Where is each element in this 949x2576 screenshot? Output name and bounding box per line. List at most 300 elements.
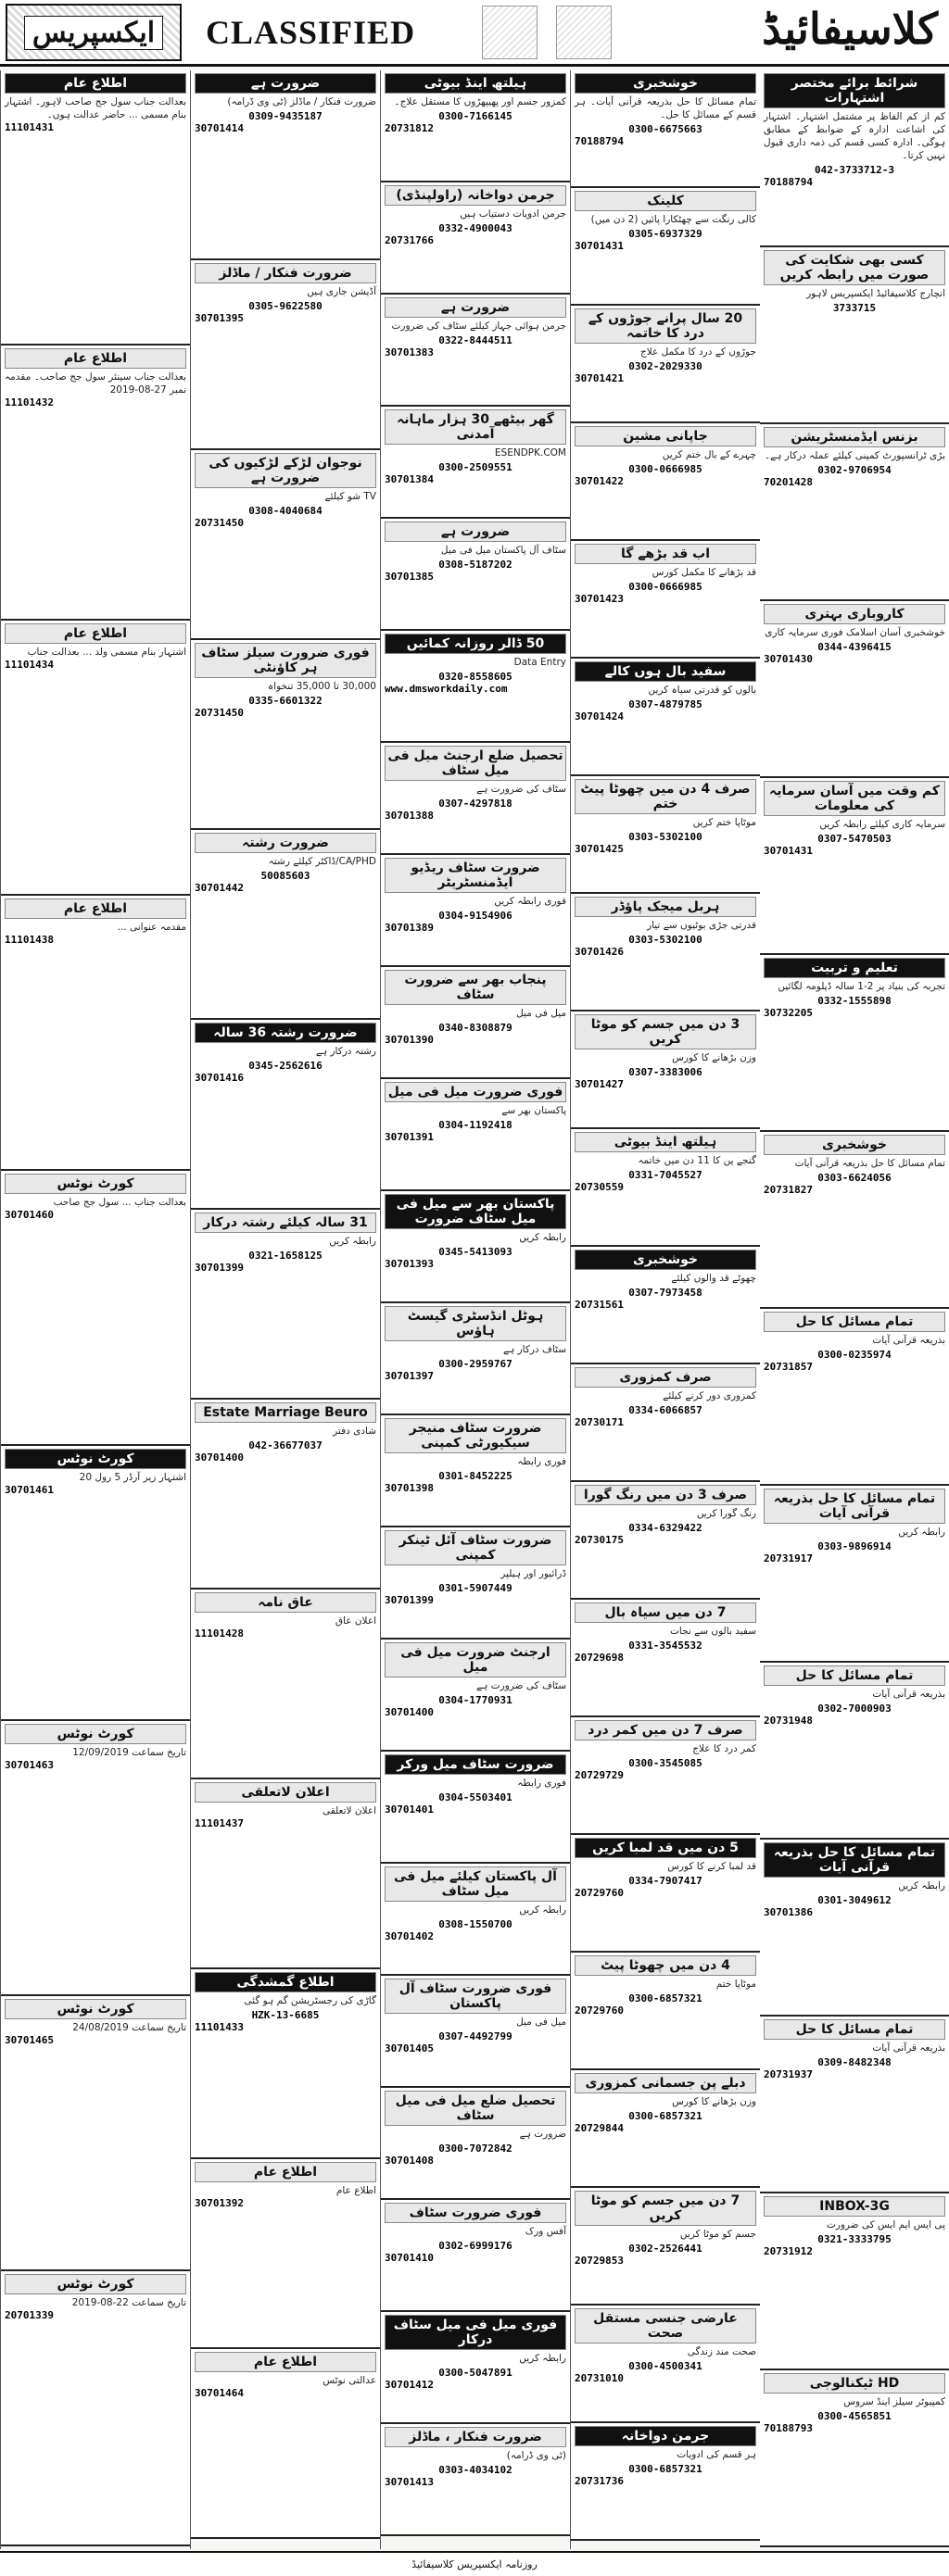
ad-heading: فوری ضرورت سٹاف آل پاکستان — [385, 1979, 566, 2014]
ad-heading: 50 ڈالر روزانہ کمائیں — [385, 634, 566, 654]
ad-phone: 0300-6857321 — [628, 1992, 702, 2004]
ad-body: بذریعہ قرآنی آیات — [872, 1689, 945, 1700]
ad-phone: 0301-5907449 — [438, 1582, 512, 1594]
ad-phone: 0305-9622580 — [248, 300, 323, 312]
ad-body: رشتہ درکار ہے — [315, 1046, 376, 1057]
classified-ad — [191, 1020, 380, 1210]
classified-ad — [381, 70, 570, 182]
classified-ad — [760, 424, 949, 601]
classified-ad — [571, 1247, 760, 1364]
ad-heading: Estate Marriage Beuro — [195, 1402, 376, 1423]
ad-body: عدالتی نوٹس — [323, 2375, 376, 2386]
classified-ad — [191, 2159, 380, 2349]
ad-phone: 0335-6601322 — [248, 695, 323, 707]
ad-heading: صرف 7 دن میں کمر درد — [575, 1720, 756, 1740]
ad-reference-number: 30701384 — [385, 473, 434, 485]
ad-phone: 0308-4040684 — [248, 505, 323, 517]
ad-reference-number: 30701385 — [385, 571, 434, 583]
classified-ad — [760, 955, 949, 1132]
ad-phone: 0302-6999176 — [438, 2240, 512, 2252]
ad-reference-number: 30701390 — [385, 1034, 434, 1046]
ad-phone: 0309-9435187 — [248, 110, 323, 122]
ad-body: سٹاف آل پاکستان میل فی میل — [440, 545, 566, 556]
ad-body: فوری رابطہ — [517, 1456, 566, 1467]
ad-phone: 0300-2959767 — [438, 1358, 512, 1370]
ad-body: سرمایہ کاری کیلئے رابطہ کریں — [819, 819, 945, 830]
ad-heading: صرف کمزوری — [575, 1367, 756, 1388]
ad-heading: جرمن دواخانہ — [575, 2426, 756, 2446]
ad-phone: 0307-7973458 — [628, 1287, 702, 1299]
ad-body: وزن بڑھانے کا کورس — [672, 2096, 756, 2107]
ad-phone: 0302-2526441 — [628, 2243, 702, 2255]
ad-phone: 0303-5302100 — [628, 831, 702, 843]
ad-phone: 0302-2029330 — [628, 360, 702, 372]
ad-phone: 0302-7000903 — [817, 1703, 892, 1715]
ad-phone: 0345-2562616 — [248, 1060, 323, 1072]
classified-ad — [191, 1210, 380, 1400]
ad-reference-number: 30701400 — [385, 1706, 434, 1718]
ad-reference-number: 20729760 — [575, 2004, 624, 2017]
ad-reference-number: 20731010 — [575, 2372, 624, 2384]
ad-body: میل فی میل — [516, 2017, 566, 2028]
ad-reference-number: 30701410 — [385, 2252, 434, 2264]
classified-ad — [760, 1486, 949, 1663]
ad-body: اشتہار زیر آرڈر 5 رول 20 — [79, 1472, 186, 1483]
classified-ad — [1, 70, 190, 346]
ad-phone: 0308-5187202 — [438, 559, 512, 571]
classified-ad — [571, 1482, 760, 1600]
ad-body: وزن بڑھانے کا کورس — [672, 1052, 756, 1063]
ad-phone: 0308-1550700 — [438, 1918, 512, 1930]
ad-reference-number: 30701412 — [385, 2379, 434, 2391]
ad-heading: فوری ضرورت سیلز سٹاف ہر کاؤنٹی — [195, 643, 376, 678]
classified-ad — [571, 306, 760, 423]
classified-ad — [191, 640, 380, 830]
ad-heading: ضرورت ہے — [385, 297, 566, 318]
ad-body: ضرورت فنکار / ماڈلز (ٹی وی ڈرامہ) — [227, 96, 376, 107]
header-banner — [0, 0, 949, 67]
ad-body: قد لمبا کرنے کا کورس — [667, 1861, 756, 1872]
ad-reference-number: 20731948 — [764, 1715, 813, 1727]
ad-phone: 0300-5047891 — [438, 2367, 512, 2379]
classified-ad — [1, 346, 190, 621]
classified-ad — [760, 778, 949, 955]
classified-ad — [571, 541, 760, 659]
ad-heading: نوجوان لڑکے لڑکیوں کی ضرورت ہے — [195, 453, 376, 488]
ad-reference-number: 20731450 — [195, 517, 244, 529]
ad-reference-number: 20729844 — [575, 2122, 624, 2134]
classified-ad — [571, 2423, 760, 2541]
ad-heading: اطلاع عام — [195, 2352, 376, 2372]
ad-phone: 042-3733712-3 — [814, 164, 895, 176]
ad-body: صحت مند زندگی — [687, 2346, 756, 2357]
ad-phone: 042-36677037 — [248, 1439, 323, 1451]
ad-phone: 0300-0235974 — [817, 1349, 892, 1361]
ad-phone: 0334-6066857 — [628, 1404, 702, 1416]
classified-ad — [381, 1864, 570, 1976]
classified-ad — [381, 1415, 570, 1527]
ad-heading: فوری ضرورت سٹاف — [385, 2203, 566, 2223]
ad-phone: 0307-4879785 — [628, 698, 702, 710]
ad-body: Data Entry — [513, 657, 566, 668]
ad-body: شادی دفتر — [333, 1426, 376, 1437]
ad-reference-number: 11101431 — [5, 121, 54, 133]
ad-body: موٹاپا ختم کریں — [692, 817, 756, 828]
logo-text: ایکسپریس — [24, 16, 163, 50]
ad-phone: 0302-9706954 — [817, 464, 892, 476]
ad-heading: تعلیم و تربیت — [764, 958, 945, 978]
ad-body: رابطہ کریں — [519, 1232, 566, 1243]
ad-body: سٹاف درکار ہے — [502, 1344, 566, 1355]
ad-heading: فوری میل فی میل سٹاف درکار — [385, 2315, 566, 2350]
ad-body: فوری رابطہ کریں — [494, 896, 566, 907]
ad-phone: 0300-0666985 — [628, 463, 702, 475]
ad-heading: اطلاع عام — [5, 898, 186, 919]
classified-ad — [381, 967, 570, 1079]
ad-heading: شرائط برائے مختصر اشتہارات — [764, 73, 945, 108]
ad-body: تاریخ سماعت 24/08/2019 — [72, 2022, 186, 2033]
classified-ad — [191, 1779, 380, 1969]
ad-body: رابطہ کریں — [898, 1880, 945, 1891]
ad-reference-number: 30701463 — [5, 1759, 54, 1771]
ad-heading: ہوٹل انڈسٹری گیسٹ ہاؤس — [385, 1306, 566, 1341]
classified-ad — [381, 1191, 570, 1303]
ad-phone: 0344-4396415 — [817, 641, 892, 653]
ad-phone: 0300-6857321 — [628, 2110, 702, 2122]
ad-phone: 0300-3545085 — [628, 1757, 702, 1769]
ad-reference-number: 30701413 — [385, 2476, 434, 2488]
ad-reference-number: 30701388 — [385, 810, 434, 822]
ad-phone: 3733715 — [832, 302, 877, 314]
ad-phone: 0304-1192418 — [438, 1119, 512, 1131]
ad-heading: گھر بیٹھے 30 ہزار ماہانہ آمدنی — [385, 409, 566, 445]
classified-ad — [191, 1400, 380, 1590]
ad-heading: 31 سالہ کیلئے رشتہ درکار — [195, 1213, 376, 1233]
ad-heading: اطلاع عام — [195, 2162, 376, 2182]
ad-heading: کورٹ نوٹس — [5, 1999, 186, 2019]
classified-ad — [571, 659, 760, 776]
ad-heading: اعلان لاتعلقی — [195, 1782, 376, 1803]
ad-reference-number: 11101432 — [5, 396, 54, 408]
ad-body: مقدمہ عنوانی ... — [117, 922, 186, 933]
ad-body: بعدالت جناب سینئر سول جج صاحب۔ مقدمہ نمبر 27-08-2019 — [5, 371, 186, 396]
classified-ad — [1, 621, 190, 896]
ad-reference-number: 30701423 — [575, 593, 624, 605]
ad-heading: کلینک — [575, 191, 756, 211]
ad-heading: کورٹ نوٹس — [5, 1449, 186, 1469]
ad-reference-number: 20731736 — [575, 2475, 624, 2487]
ad-heading: ضرورت سٹاف منیجر سیکیورٹی کمپنی — [385, 1418, 566, 1453]
ad-reference-number: 30701399 — [195, 1262, 244, 1274]
classified-ad — [381, 2312, 570, 2424]
ad-body: بذریعہ قرآنی آیات — [872, 2042, 945, 2054]
ad-phone: 0307-4297818 — [438, 798, 512, 810]
ad-body: اعلان عاق — [335, 1615, 376, 1627]
ad-heading: اطلاع عام — [5, 348, 186, 369]
ad-phone: 0304-9154906 — [438, 910, 512, 922]
ad-reference-number: 30701405 — [385, 2042, 434, 2055]
ad-body: اعلان لاتعلقی — [322, 1805, 376, 1816]
ad-body: پاکستان بھر سے — [501, 1105, 566, 1116]
ad-phone: 0304-5503401 — [438, 1791, 512, 1803]
classified-ad — [760, 2193, 949, 2370]
classified-ad — [571, 1953, 760, 2070]
ad-reference-number: 30701399 — [385, 1594, 434, 1606]
ad-reference-number: 30701431 — [575, 240, 624, 252]
classified-ad — [381, 1079, 570, 1191]
ad-reference-number: 20730171 — [575, 1416, 624, 1428]
ad-reference-number: 30701421 — [575, 372, 624, 384]
ad-reference-number: 11101434 — [5, 659, 54, 671]
ad-reference-number: 30701414 — [195, 122, 244, 134]
ad-body: ہر قسم کی ادویات — [677, 2449, 756, 2460]
ad-reference-number: 30701425 — [575, 843, 624, 855]
ad-phone: 0300-4500341 — [628, 2360, 702, 2372]
ad-phone: 0331-3545532 — [628, 1640, 702, 1652]
ad-heading: ضرورت ہے — [195, 73, 376, 94]
megaphone-illustration-icon — [556, 6, 612, 59]
ad-heading: بزنس ایڈمنسٹریشن — [764, 427, 945, 447]
ad-phone: 0300-0666985 — [628, 581, 702, 593]
ad-body: گاڑی کی رجسٹریشن گم ہو گئی — [244, 1995, 376, 2006]
ad-body: آڈیشن جاری ہیں — [307, 286, 376, 297]
classified-ad — [381, 407, 570, 519]
classified-ad — [191, 450, 380, 640]
ad-body: چہرے کے بال ختم کریں — [662, 449, 756, 460]
ad-reference-number: 70188794 — [575, 135, 624, 147]
ad-reference-number: 30701400 — [195, 1451, 244, 1464]
ad-heading: ضرورت سٹاف میل ورکر — [385, 1754, 566, 1775]
classified-ad — [571, 2188, 760, 2306]
ad-body: میل فی میل — [516, 1008, 566, 1019]
title-urdu: کلاسیفائیڈ — [762, 4, 938, 54]
ad-reference-number: 20701339 — [5, 2309, 54, 2321]
ad-reference-number: 20731912 — [764, 2245, 813, 2257]
ad-body: ضرورت ہے — [519, 2129, 566, 2140]
ad-phone: 0300-7072842 — [438, 2142, 512, 2155]
ad-phone: 0300-7166145 — [438, 110, 512, 122]
ad-reference-number: 30701424 — [575, 710, 624, 723]
ad-reference-number: 11101438 — [5, 934, 54, 946]
ad-heading: آل پاکستان کیلئے میل فی میل سٹاف — [385, 1866, 566, 1902]
ad-reference-number: 30701408 — [385, 2155, 434, 2167]
classified-ad — [1, 1721, 190, 1996]
ad-phone: 0300-2509551 — [438, 461, 512, 473]
ad-heading: کسی بھی شکایت کی صورت میں رابطہ کریں — [764, 250, 945, 285]
ad-heading: ضرورت فنکار ، ماڈلز — [385, 2427, 566, 2447]
ad-heading: اطلاع عام — [5, 623, 186, 644]
classified-ad — [760, 1132, 949, 1309]
ad-body: سٹاف کی ضرورت ہے — [476, 784, 566, 795]
ad-body: ESENDPK.COM — [494, 447, 566, 459]
ad-body: جوڑوں کے درد کا مکمل علاج — [640, 346, 756, 358]
ad-reference-number: 20731766 — [385, 234, 434, 246]
ad-body: تمام مسائل کا حل بذریعہ قرآنی آیات۔ ہر قسم کے مسائل کا حل۔ — [575, 96, 756, 120]
ad-phone: 0300-6857321 — [628, 2463, 702, 2475]
ad-body: TV شو کیلئے — [324, 491, 376, 502]
ad-body: کمزور جسم اور پھیپھڑوں کا مستقل علاج۔ — [394, 96, 566, 107]
classified-ad — [760, 2017, 949, 2193]
ad-heading: ضرورت ہے — [385, 521, 566, 542]
ad-reference-number: 30701391 — [385, 1131, 434, 1143]
classified-ad — [1, 1171, 190, 1446]
classified-ad — [571, 423, 760, 541]
ad-heading: صرف 4 دن میں چھوٹا پیٹ ختم — [575, 779, 756, 814]
ad-reference-number: 70188794 — [764, 176, 813, 188]
ad-phone: HZK-13-6685 — [251, 2009, 320, 2021]
ad-body: جرمن ہوائی جہاز کیلئے سٹاف کی ضرورت — [391, 320, 566, 332]
classified-ad — [381, 1976, 570, 2088]
ad-phone: 0322-8444511 — [438, 334, 512, 346]
ad-body: کالی رنگت سے چھٹکارا پائیں (2 دن میں) — [590, 214, 756, 225]
ad-reference-number: 20729698 — [575, 1652, 624, 1664]
ad-phone: 0320-8558605 — [438, 671, 512, 683]
ad-phone: 0332-4900043 — [438, 222, 512, 234]
ad-phone: 0303-4034102 — [438, 2464, 512, 2476]
classified-ad — [571, 1012, 760, 1129]
ad-body: بعدالت جناب ... سول جج صاحب — [53, 1197, 186, 1208]
ad-body: خوشخبری آسان اسلامک فوری سرمایہ کاری — [765, 627, 945, 638]
ad-body: کمزوری دور کرنے کیلئے — [663, 1390, 756, 1401]
classified-ad — [191, 260, 380, 450]
ad-body: سفید بالوں سے نجات — [670, 1626, 756, 1637]
ad-heading: INBOX-3G — [764, 2196, 945, 2217]
ad-phone: 0303-6624056 — [817, 1172, 892, 1184]
classified-ad — [381, 182, 570, 295]
ad-reference-number: 30701426 — [575, 946, 624, 958]
express-logo — [6, 4, 182, 61]
ad-heading: 7 دن میں سیاہ بال — [575, 1602, 756, 1623]
ad-body: (ٹی وی ڈرامہ) — [506, 2450, 566, 2461]
ad-heading: ارجنٹ ضرورت میل فی میل — [385, 1642, 566, 1678]
classified-ad — [760, 2370, 949, 2547]
ad-body: تجربہ کی بنیاد پر 2-1 سالہ ڈپلومہ لگائیں — [778, 981, 945, 992]
ad-reference-number: 30701393 — [385, 1258, 434, 1270]
classified-ad — [760, 1309, 949, 1486]
classified-ad — [1, 896, 190, 1171]
classified-ad — [1, 1996, 190, 2271]
ad-heading: 4 دن میں چھوٹا پیٹ — [575, 1955, 756, 1976]
ad-body: گنجے پن کا 11 دن میں خاتمہ — [638, 1155, 756, 1166]
ad-heading: جرمن دواخانہ (راولپنڈی) — [385, 185, 566, 206]
ad-body: پی ایس ایم ایس کی ضرورت — [826, 2219, 945, 2230]
ad-body: رابطہ کریں — [519, 2353, 566, 2364]
ad-heading: سفید بال ہوں کالے — [575, 661, 756, 682]
ad-body: کمپیوٹر سیلز اینڈ سروس — [843, 2396, 945, 2407]
ad-reference-number: 30701431 — [764, 845, 813, 857]
classified-ad — [571, 188, 760, 306]
ad-heading: HD ٹیکنالوجی — [764, 2373, 945, 2394]
classified-ad — [191, 830, 380, 1020]
ad-heading: اطلاع عام — [5, 73, 186, 94]
ad-heading: 5 دن میں قد لمبا کریں — [575, 1838, 756, 1858]
ad-reference-number: 30701386 — [764, 1906, 813, 1918]
ad-body: تمام مسائل کا حل بذریعہ قرآنی آیات — [794, 1158, 945, 1169]
ad-phone: 0307-5470503 — [817, 833, 892, 845]
classified-ad — [381, 2088, 570, 2200]
classified-ad — [381, 743, 570, 855]
ad-heading: فوری ضرورت میل فی میل — [385, 1082, 566, 1102]
ad-body: بڑی ٹرانسپورٹ کمپنی کیلئے عملہ درکار ہے۔ — [765, 450, 945, 461]
ad-heading: پاکستان بھر سے میل فی میل سٹاف ضرورت — [385, 1194, 566, 1229]
ad-reference-number: 30701398 — [385, 1482, 434, 1494]
ad-reference-number: 70201428 — [764, 476, 813, 488]
ad-reference-number: 20731857 — [764, 1361, 813, 1373]
classified-ad — [760, 1840, 949, 2017]
ad-reference-number: 20731450 — [195, 707, 244, 719]
ad-phone: 0307-4492799 — [438, 2030, 512, 2042]
classified-ad — [381, 1640, 570, 1752]
ad-body: تاریخ سماعت 12/09/2019 — [72, 1747, 186, 1758]
ad-heading: ہیلتھ اینڈ بیوٹی — [385, 73, 566, 94]
ad-reference-number: 30701422 — [575, 475, 624, 487]
ad-body: بذریعہ قرآنی آیات — [872, 1335, 945, 1346]
ad-heading: خوشخبری — [575, 73, 756, 94]
ad-phone: 0334-6329422 — [628, 1522, 702, 1534]
classified-ad — [760, 601, 949, 778]
classified-ad — [571, 894, 760, 1012]
ad-phone: 0345-5413093 — [438, 1246, 512, 1258]
classified-ad — [571, 1129, 760, 1247]
ad-heading: اطلاع گمشدگی — [195, 1972, 376, 1992]
classified-ad — [191, 2349, 380, 2539]
ad-reference-number: 30701392 — [195, 2197, 244, 2209]
classified-ad — [760, 1663, 949, 1840]
ad-heading: 7 دن میں جسم کو موٹا کریں — [575, 2191, 756, 2226]
ad-body: فوری رابطہ — [517, 1778, 566, 1789]
ad-reference-number: 30732205 — [764, 1007, 813, 1019]
ad-reference-number: 20731561 — [575, 1299, 624, 1311]
ad-heading: ہربل میجک پاؤڈر — [575, 897, 756, 917]
classified-ad — [191, 1969, 380, 2159]
ad-reference-number: 20731917 — [764, 1552, 813, 1564]
ad-reference-number: 30701395 — [195, 312, 244, 324]
classified-ad — [571, 776, 760, 894]
ad-reference-number: 20730175 — [575, 1534, 624, 1546]
ad-phone: 0340-8308879 — [438, 1022, 512, 1034]
ad-phone: 0331-7045527 — [628, 1169, 702, 1181]
ad-body: چھوٹے قد والوں کیلئے — [671, 1273, 756, 1284]
classified-ad — [760, 247, 949, 424]
ad-heading: تحصیل ضلع میل فی میل سٹاف — [385, 2091, 566, 2126]
ad-body: بالوں کو قدرتی سیاہ کریں — [648, 685, 756, 696]
classified-ad — [381, 2200, 570, 2312]
ad-phone: 0332-1555898 — [817, 995, 892, 1007]
ad-phone: 0334-7907417 — [628, 1875, 702, 1887]
ad-heading: ضرورت رشتہ 36 سالہ — [195, 1023, 376, 1043]
classified-ad — [381, 1752, 570, 1864]
classified-ad — [191, 1590, 380, 1779]
classified-ad — [571, 2070, 760, 2188]
ad-body: اطلاع عام — [335, 2185, 376, 2196]
ad-phone: 0300-6675663 — [628, 123, 702, 135]
classified-ad — [1, 2271, 190, 2546]
ad-heading: کورٹ نوٹس — [5, 1174, 186, 1194]
ad-heading: پنجاب بھر سے ضرورت سٹاف — [385, 970, 566, 1005]
classified-ad — [571, 1835, 760, 1953]
classified-ad — [381, 1527, 570, 1640]
ad-body: رابطہ کریں — [898, 1527, 945, 1538]
ad-heading: کورٹ نوٹس — [5, 2274, 186, 2294]
ad-heading: ضرورت رشتہ — [195, 833, 376, 853]
ad-body: قدرتی جڑی بوٹیوں سے تیار — [646, 920, 756, 931]
ad-body: 30,000 تا 35,000 تنخواہ — [268, 681, 376, 692]
ad-reference-number: 30701397 — [385, 1370, 434, 1382]
classified-ad — [381, 295, 570, 407]
ad-reference-number: 70188793 — [764, 2422, 813, 2434]
ad-phone: 0305-6937329 — [628, 228, 702, 240]
ad-column — [190, 70, 380, 2549]
